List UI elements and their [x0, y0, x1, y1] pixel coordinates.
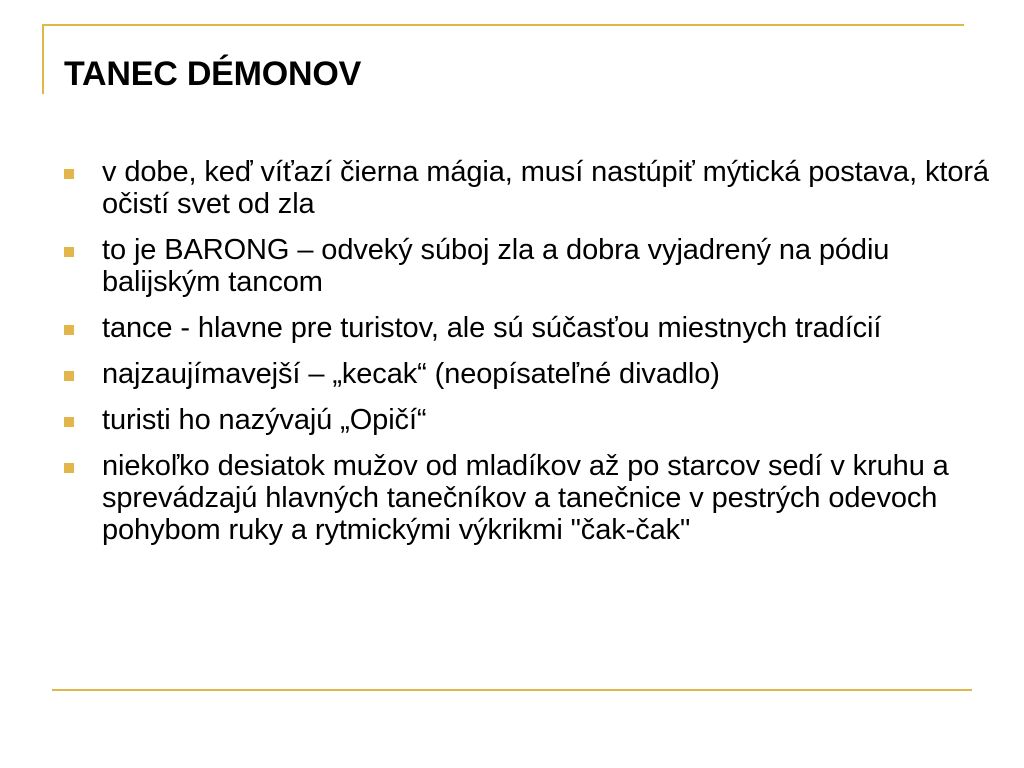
- list-item: [64, 404, 994, 436]
- top-accent-line: [42, 24, 964, 26]
- bullet-text: tance - hlavne pre turistov, ale sú súčasťou miestnych tradícií: [102, 312, 882, 344]
- list-item: [64, 358, 994, 390]
- list-item: [64, 156, 994, 220]
- bullet-text: najzaujímavejší – „kecak“ (neopísateľné divadlo): [102, 358, 720, 390]
- square-bullet-icon: [64, 325, 74, 335]
- slide-title: TANEC DÉMONOV: [64, 55, 362, 93]
- list-item: [64, 450, 994, 546]
- square-bullet-icon: [64, 463, 74, 473]
- square-bullet-icon: [64, 247, 74, 257]
- list-item: [64, 312, 994, 344]
- bullet-text: to je BARONG – odveký súboj zla a dobra vyjadrený na pódiu balijským tancom: [102, 234, 890, 298]
- left-accent-line: [42, 24, 44, 94]
- bottom-accent-line: [52, 689, 972, 691]
- square-bullet-icon: [64, 169, 74, 179]
- bullet-list: [64, 156, 994, 560]
- bullet-text: v dobe, keď víťazí čierna mágia, musí nastúpiť mýtická postava, ktorá očistí svet od zla: [102, 156, 989, 220]
- square-bullet-icon: [64, 417, 74, 427]
- square-bullet-icon: [64, 371, 74, 381]
- bullet-text: niekoľko desiatok mužov od mladíkov až po starcov sedí v kruhu a sprevádzajú hlavných tanečníkov a tanečnice v pestrých odevoch pohybom ruky a rytmickými výkrikmi "čak-čak": [102, 450, 949, 546]
- bullet-text: turisti ho nazývajú „Opičí“: [102, 404, 427, 436]
- list-item: [64, 234, 994, 298]
